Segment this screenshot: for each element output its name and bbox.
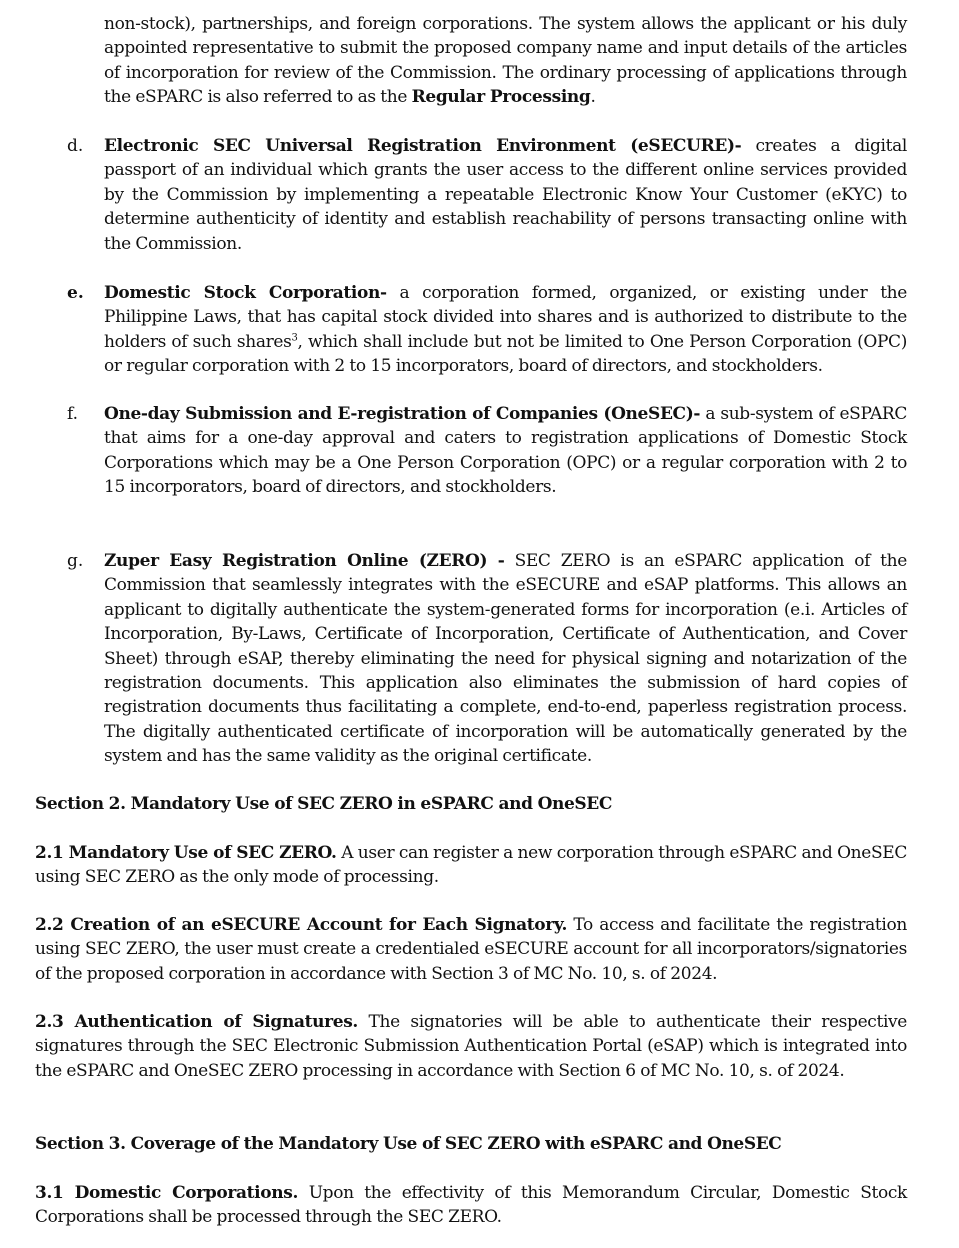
definition-g-text: SEC ZERO is an eSPARC application of the Commission that seamlessly integrates with the eSECURE and eSAP platforms. This allows an applicant to digitally authenticate the system-generated forms for incorporation (e.i. Articles of Incorporation, By-Laws, Certificate of Incorporation, Certificate of Authentication, and Cover Sheet) through eSAP, thereby eliminating the need for physical signing and notarization of the registration documents. This application also eliminates the submission of hard copies of registration documents thus facilitating a complete, end-to-end, paperless registration process. The digitally authenticated certificate of incorporation will be automatically generated by the system and has the same validity as the original certificate. bbox=[104, 551, 907, 767]
intro-tail: . bbox=[590, 87, 596, 108]
paragraph-2-3 bbox=[35, 1010, 907, 1083]
paragraph-2-1-text: A user can register a new corporation through eSPARC and OneSEC using SEC ZERO as the only mode of processing. bbox=[35, 843, 907, 888]
definition-f-text: a sub-system of eSPARC that aims for a one-day approval and caters to registration applications of Domestic Stock Corporations which may be a One Person Corporation (OPC) or a regular corporation with 2 to 15 incorporators, board of directors, and stockholders. bbox=[104, 404, 908, 498]
paragraph-3-1-title: 3.1 Domestic Corporations. bbox=[35, 1183, 299, 1203]
definition-d-term: Electronic SEC Universal Registration Environment (eSECURE)- bbox=[104, 136, 742, 156]
definition-d-marker: d. bbox=[67, 136, 84, 156]
paragraph-3-1-text: Upon the effectivity of this Memorandum Circular, Domestic Stock Corporations shall be processed through the SEC ZERO. bbox=[35, 1183, 908, 1228]
paragraph-2-2-text: To access and facilitate the registration using SEC ZERO, the user must create a credentialed eSECURE account for all incorporators/signatories of the proposed corporation in accordance with Section 3 of MC No. 10, s. of 2024. bbox=[35, 915, 907, 984]
definition-g-term: Zuper Easy Registration Online (ZERO) - bbox=[104, 551, 505, 571]
definition-e-text2: , which shall include but not be limited to One Person Corporation (OPC) or regular corporation with 2 to 15 incorporators, board of directors, and stockholders. bbox=[104, 331, 907, 377]
definition-d-text: creates a digital passport of an individual which grants the user access to the different online services provided by the Commission by implementing a repeatable Electronic Know Your Customer (eKYC) to determine authenticity of identity and establish reachability of persons transacting online with the Commission. bbox=[104, 136, 907, 254]
definition-f-term: One-day Submission and E-registration of Companies (OneSEC)- bbox=[104, 404, 701, 424]
section-3-heading: Section 3. Coverage of the Mandatory Use of SEC ZERO with eSPARC and OneSEC bbox=[35, 1134, 782, 1154]
section-2-heading: Section 2. Mandatory Use of SEC ZERO in eSPARC and OneSEC bbox=[35, 794, 612, 814]
definition-e-marker: e. bbox=[67, 283, 84, 303]
paragraph-2-3-title: 2.3 Authentication of Signatures. bbox=[35, 1012, 358, 1032]
intro-text: non-stock), partnerships, and foreign corporations. The system allows the applicant or his duly appointed representative to submit the proposed company name and input details of the articles of incorporation for review of the Commission. The ordinary processing of applications through the eSPARC is also referred to as the bbox=[104, 14, 907, 108]
definition-d bbox=[104, 134, 907, 256]
definition-f bbox=[104, 402, 907, 500]
intro-paragraph bbox=[104, 12, 907, 110]
definition-f-marker: f. bbox=[67, 404, 79, 424]
definition-e-text: a corporation formed, organized, or existing under the Philippine Laws, that has capital stock divided into shares and is authorized to distribute to the holders of such shares bbox=[104, 283, 907, 352]
definition-e bbox=[104, 281, 907, 379]
definition-g-marker: g. bbox=[67, 551, 84, 571]
footnote-3-marker: 3 bbox=[291, 332, 298, 344]
paragraph-2-1 bbox=[35, 841, 907, 890]
paragraph-2-1-title: 2.1 Mandatory Use of SEC ZERO. bbox=[35, 843, 337, 863]
definition-e-term: Domestic Stock Corporation- bbox=[104, 283, 387, 303]
intro-bold-term: Regular Processing bbox=[411, 87, 591, 108]
paragraph-2-2 bbox=[35, 913, 907, 986]
paragraph-2-2-title: 2.2 Creation of an eSECURE Account for Each Signatory. bbox=[35, 915, 568, 935]
paragraph-2-3-text: The signatories will be able to authenticate their respective signatures through the SEC Electronic Submission Authentication Portal (eSAP) which is integrated into the eSPARC and OneSEC ZERO processing in accordance with Section 6 of MC No. 10, s. of 2024. bbox=[35, 1012, 907, 1081]
definition-g bbox=[104, 549, 907, 769]
paragraph-3-1 bbox=[35, 1181, 907, 1230]
